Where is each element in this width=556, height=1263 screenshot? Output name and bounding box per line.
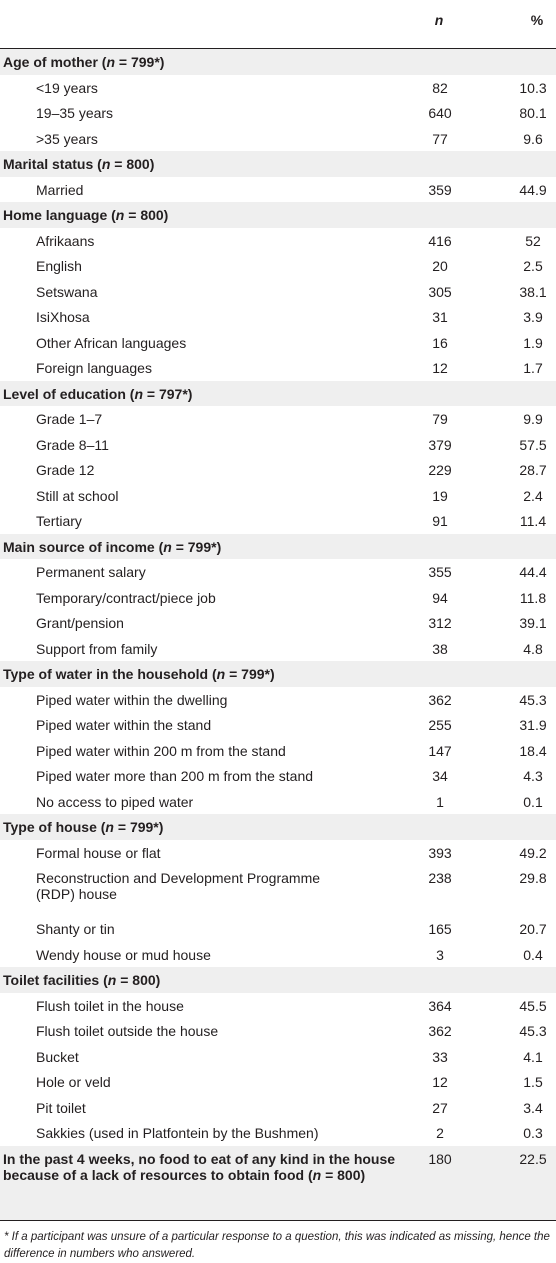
row-label: Foreign languages [36, 360, 152, 376]
cell-n: 416 [428, 232, 452, 249]
row-label: Bucket [36, 1048, 79, 1065]
cell-n: 364 [428, 997, 452, 1014]
cell-percent: 20.7 [519, 921, 547, 937]
table-row [0, 687, 556, 713]
table-row [0, 585, 556, 611]
table-row [0, 559, 556, 585]
table-row [0, 763, 556, 789]
cell-n: 31 [432, 309, 448, 325]
cell-percent: 11.8 [519, 589, 547, 606]
row-label: Hole or veld [36, 1074, 111, 1090]
table-row [0, 865, 556, 916]
row-label: Grade 8–11 [36, 436, 109, 453]
row-label: Afrikaans [36, 232, 95, 249]
section-label: Home language (n = 800) [3, 207, 169, 223]
table-row [0, 840, 556, 866]
cell-percent: 45.5 [519, 997, 547, 1014]
section-header-row [0, 1146, 556, 1220]
cell-n: 16 [432, 334, 448, 351]
table-row [0, 279, 556, 305]
footnote-star: * [4, 1230, 9, 1243]
row-label: Temporary/contract/piece job [36, 589, 216, 606]
cell-percent: 49.2 [519, 844, 547, 861]
cell-n: 1 [436, 793, 444, 810]
section-label: Type of water in the household (n = 799*) [3, 666, 275, 682]
row-label: Permanent salary [36, 564, 146, 580]
cell-n: 79 [432, 411, 448, 427]
cell-n: 34 [432, 768, 448, 784]
row-label: >35 years [36, 130, 98, 147]
cell-percent: 4.3 [523, 768, 543, 784]
cell-n: 393 [428, 844, 452, 861]
cell-percent: 38.1 [519, 283, 547, 300]
footnote-text: If a participant was unsure of a particular response to a question, this was indicated as missing, hence the difference in numbers who answered. [4, 1230, 550, 1260]
cell-percent: 44.4 [519, 564, 547, 580]
cell-n: 312 [428, 615, 452, 631]
section-header-row [0, 381, 556, 407]
cell-n: 305 [428, 283, 452, 300]
cell-percent: 0.4 [523, 946, 543, 963]
header-n: n [434, 12, 444, 28]
cell-percent: 9.6 [523, 130, 543, 147]
cell-n: 255 [428, 717, 452, 733]
row-label: Tertiary [36, 513, 82, 529]
table-row [0, 993, 556, 1019]
cell-n: 180 [428, 1150, 452, 1167]
table-row [0, 508, 556, 534]
cell-percent: 80.1 [519, 105, 547, 121]
cell-percent: 2.5 [523, 258, 543, 274]
cell-percent: 52 [525, 232, 541, 249]
cell-n: 94 [432, 589, 448, 606]
cell-percent: 11.4 [519, 513, 547, 529]
section-header-row [0, 49, 556, 75]
header-percent: % [530, 12, 544, 28]
section-label: Age of mother (n = 799*) [3, 54, 165, 70]
cell-percent: 10.3 [519, 79, 547, 96]
row-label: Setswana [36, 283, 98, 300]
cell-percent: 9.9 [523, 411, 543, 427]
cell-n: 362 [428, 1023, 452, 1039]
table-row [0, 483, 556, 509]
table-row [0, 100, 556, 126]
row-label: Married [36, 181, 84, 198]
cell-percent: 57.5 [519, 436, 547, 453]
cell-percent: 4.8 [523, 640, 543, 657]
row-label: Flush toilet in the house [36, 997, 184, 1014]
section-label: Marital status (n = 800) [3, 156, 155, 172]
table-row [0, 228, 556, 254]
row-label: IsiXhosa [36, 309, 90, 325]
table-row [0, 636, 556, 662]
cell-percent: 3.9 [523, 309, 543, 325]
row-label: Wendy house or mud house [36, 946, 211, 963]
cell-n: 19 [432, 487, 448, 504]
row-label: Other African languages [36, 334, 187, 351]
cell-n: 12 [432, 1074, 448, 1090]
table-row [0, 738, 556, 764]
row-label: Grant/pension [36, 615, 124, 631]
table-row [0, 355, 556, 381]
cell-percent: 45.3 [519, 1023, 547, 1039]
table-row [0, 916, 556, 942]
section-header-row [0, 814, 556, 840]
row-label: Piped water within 200 m from the stand [36, 742, 286, 759]
cell-percent: 2.4 [523, 487, 543, 504]
cell-percent: 28.7 [519, 462, 547, 478]
cell-n: 20 [432, 258, 448, 274]
cell-n: 82 [432, 79, 448, 96]
cell-percent: 22.5 [519, 1150, 547, 1167]
cell-n: 355 [428, 564, 452, 580]
cell-n: 27 [432, 1099, 448, 1116]
row-label: Piped water within the dwelling [36, 691, 228, 708]
section-header-row [0, 151, 556, 177]
table-body [0, 49, 556, 1220]
cell-n: 640 [428, 105, 452, 121]
table-row [0, 253, 556, 279]
table-row [0, 789, 556, 815]
cell-n: 379 [428, 436, 452, 453]
row-label: Grade 12 [36, 462, 95, 478]
table-row [0, 126, 556, 152]
table-row [0, 304, 556, 330]
table-row [0, 75, 556, 101]
cell-n: 77 [432, 130, 448, 147]
table-row [0, 1018, 556, 1044]
cell-percent: 1.5 [523, 1074, 543, 1090]
table-row [0, 712, 556, 738]
row-label: English [36, 258, 82, 274]
cell-n: 238 [428, 870, 452, 886]
table-row [0, 432, 556, 458]
row-label: Shanty or tin [36, 921, 115, 937]
row-label: Pit toilet [36, 1099, 86, 1116]
table-row [0, 330, 556, 356]
row-label: 19–35 years [36, 105, 114, 121]
section-label: Toilet facilities (n = 800) [3, 972, 161, 988]
cell-percent: 1.9 [523, 334, 543, 351]
cell-percent: 3.4 [523, 1099, 543, 1116]
row-label: Piped water more than 200 m from the stand [36, 768, 314, 784]
cell-n: 12 [432, 360, 448, 376]
section-label: Type of house (n = 799*) [3, 819, 164, 835]
row-label: <19 years [36, 79, 98, 96]
table-row [0, 942, 556, 968]
cell-n: 147 [428, 742, 452, 759]
row-label: Still at school [36, 487, 119, 504]
table-row [0, 1095, 556, 1121]
table-row [0, 457, 556, 483]
row-label: Formal house or flat [36, 844, 161, 861]
row-label: Support from family [36, 640, 158, 657]
section-label: Main source of income (n = 799*) [3, 538, 222, 555]
table-row [0, 610, 556, 636]
row-label: Grade 1–7 [36, 411, 103, 427]
cell-percent: 1.7 [523, 360, 543, 376]
cell-percent: 0.3 [523, 1125, 543, 1141]
cell-n: 3 [436, 946, 444, 963]
section-label: Level of education (n = 797*) [3, 385, 193, 402]
footnote [0, 1221, 556, 1263]
cell-n: 359 [428, 181, 452, 198]
table-header [0, 0, 556, 49]
section-label: In the past 4 weeks, no food to eat of any kind in the house because of a lack of resources to obtain food (n = 800) [3, 1150, 396, 1183]
cell-percent: 4.1 [523, 1048, 543, 1065]
cell-percent: 45.3 [519, 691, 547, 708]
cell-percent: 39.1 [519, 615, 547, 631]
row-label: Reconstruction and Development Programme (RDP) house [36, 870, 321, 902]
row-label: No access to piped water [36, 793, 194, 810]
table-row [0, 1120, 556, 1146]
row-label: Sakkies (used in Platfontein by the Bushmen) [36, 1125, 319, 1141]
cell-n: 165 [428, 921, 452, 937]
section-header-row [0, 967, 556, 993]
section-header-row [0, 661, 556, 687]
table-row [0, 177, 556, 203]
cell-n: 38 [432, 640, 448, 657]
cell-percent: 0.1 [523, 793, 543, 810]
section-header-row [0, 202, 556, 228]
row-label: Piped water within the stand [36, 717, 212, 733]
table-row [0, 1069, 556, 1095]
table-row [0, 406, 556, 432]
cell-n: 33 [432, 1048, 448, 1065]
cell-percent: 29.8 [519, 870, 547, 886]
section-header-row [0, 534, 556, 560]
cell-n: 229 [428, 462, 452, 478]
cell-n: 362 [428, 691, 452, 708]
row-label: Flush toilet outside the house [36, 1023, 219, 1039]
cell-n: 2 [436, 1125, 444, 1141]
table-row [0, 1044, 556, 1070]
cell-n: 91 [432, 513, 448, 529]
cell-percent: 44.9 [519, 181, 547, 198]
cell-percent: 18.4 [519, 742, 547, 759]
cell-percent: 31.9 [519, 717, 547, 733]
